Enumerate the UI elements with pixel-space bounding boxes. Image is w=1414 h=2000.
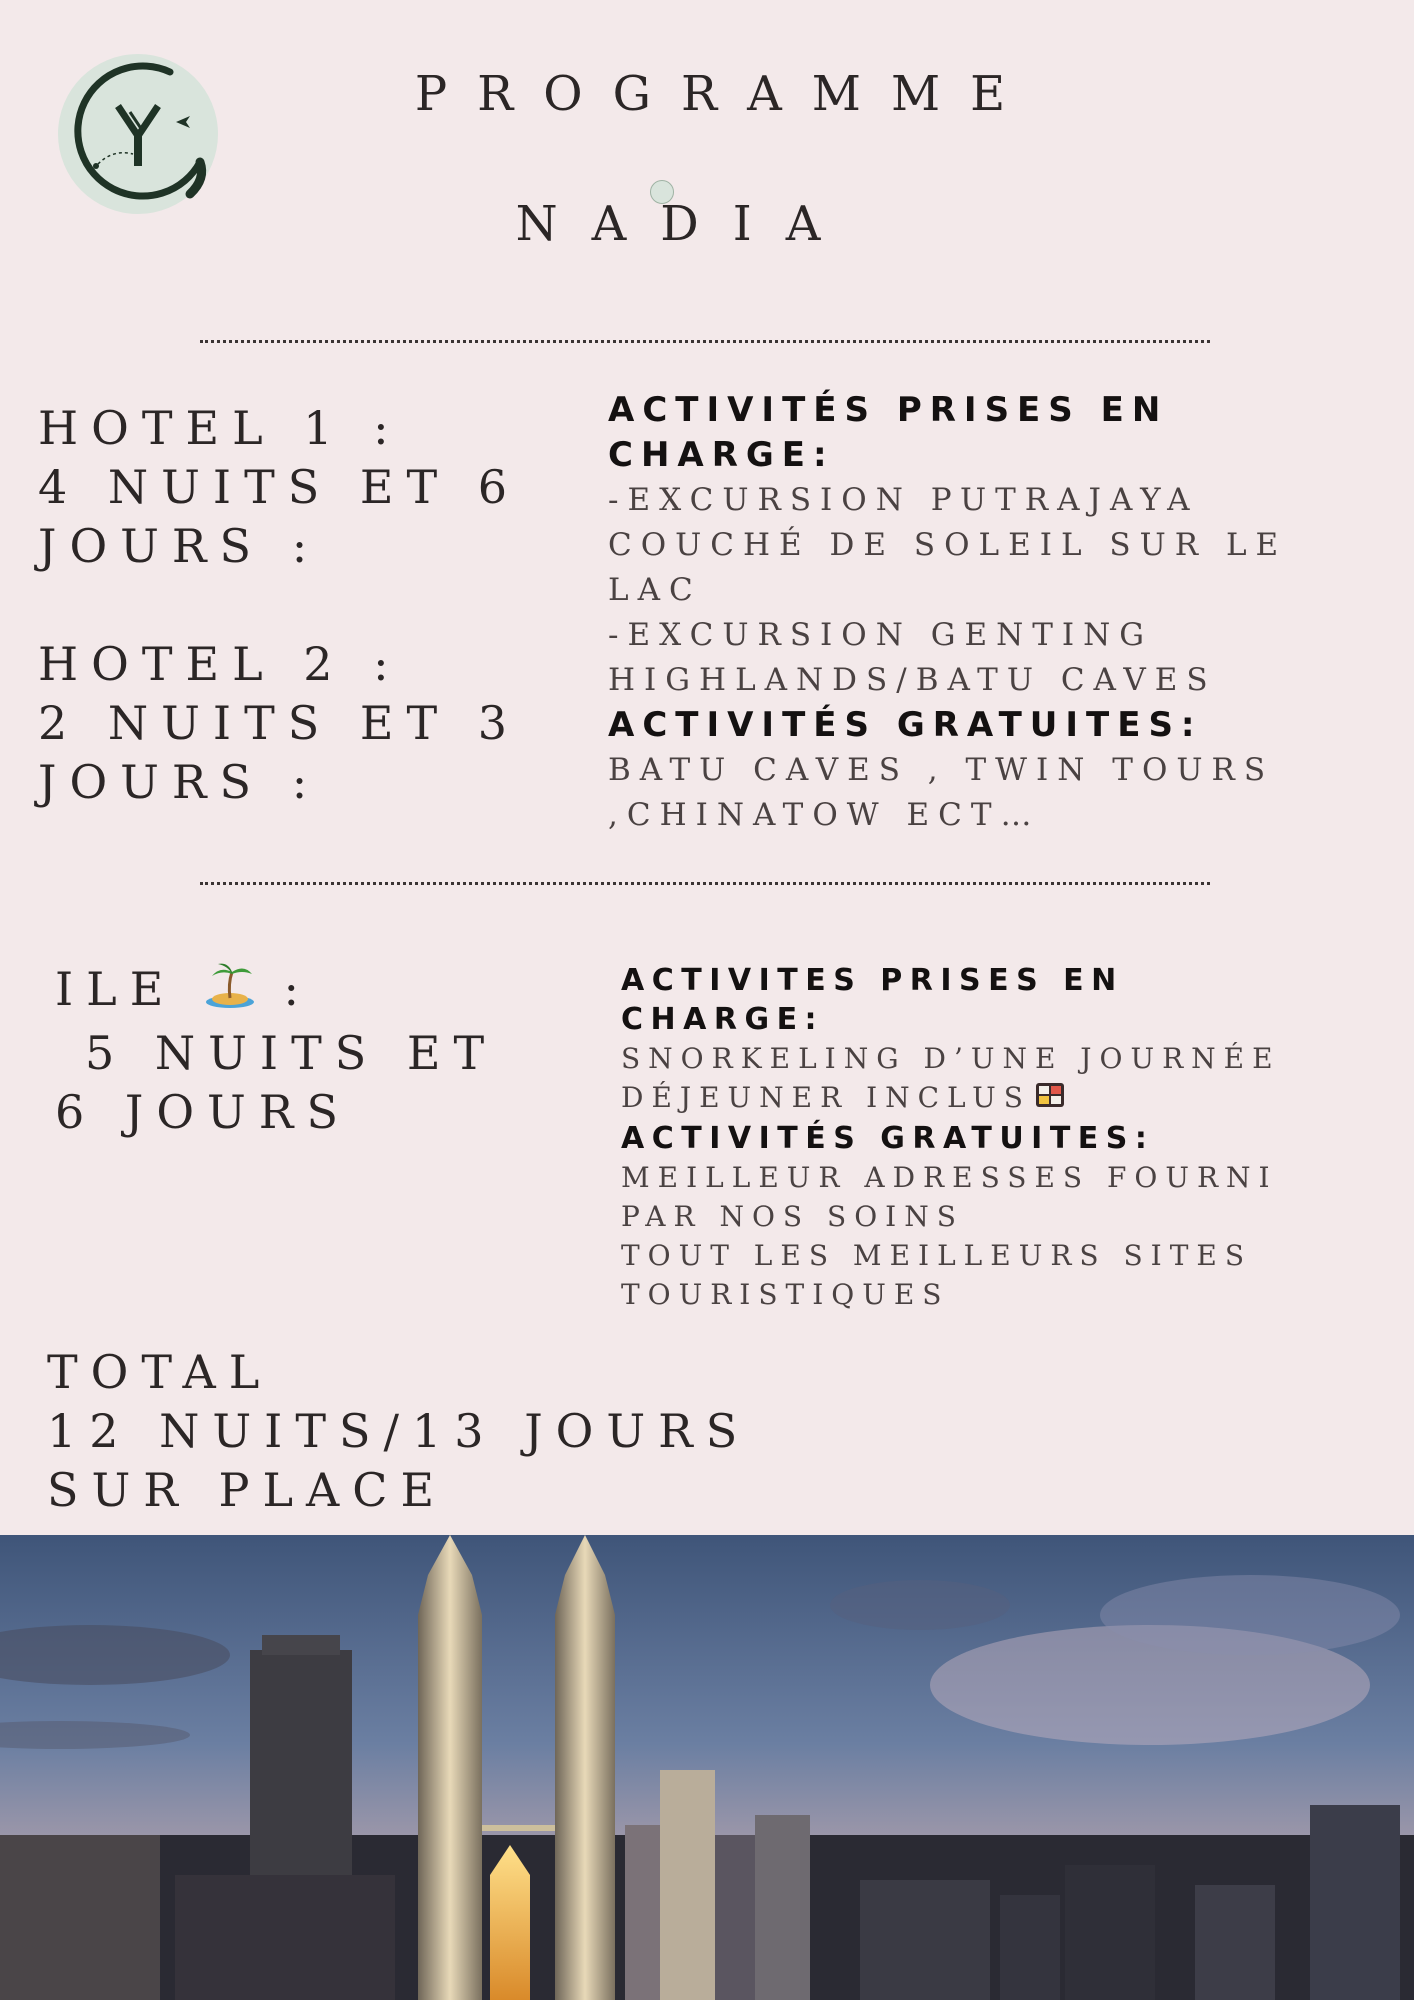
free-activity-item: TOUT LES MEILLEURS SITES bbox=[621, 1239, 1253, 1272]
hotel1-label: HOTEL 1 : bbox=[38, 401, 402, 455]
total-block bbox=[47, 1343, 750, 1520]
bento-box-icon bbox=[1035, 1080, 1065, 1119]
activity-item: DÉJEUNER INCLUS bbox=[621, 1078, 1281, 1119]
activity-item: -EXCURSION GENTING bbox=[608, 617, 1154, 653]
logo bbox=[58, 54, 218, 214]
activities-covered-heading-2: CHARGE: bbox=[608, 435, 835, 475]
hotel1-days: JOURS : bbox=[38, 519, 321, 573]
activity-item: COUCHÉ DE SOLEIL SUR LE bbox=[608, 527, 1288, 563]
free-activity-item: ,CHINATOW ECT… bbox=[608, 797, 1041, 833]
free-activity-item: MEILLEUR ADRESSES FOURNI bbox=[621, 1161, 1278, 1194]
island-label: ILE : bbox=[55, 960, 497, 1024]
divider bbox=[200, 340, 1210, 343]
free-activity-item: TOURISTIQUES bbox=[621, 1278, 950, 1311]
island-block bbox=[55, 960, 497, 1142]
total-duration: 12 NUITS/13 JOURS bbox=[47, 1404, 751, 1458]
activities-block-1 bbox=[608, 388, 1287, 838]
divider bbox=[200, 882, 1210, 885]
activities-covered-heading: ACTIVITES PRISES EN bbox=[621, 963, 1124, 998]
kuala-lumpur-skyline-photo bbox=[0, 1535, 1414, 2000]
client-name: NADIA bbox=[515, 196, 855, 252]
desert-island-icon bbox=[204, 962, 256, 1024]
free-activity-item: PAR NOS SOINS bbox=[621, 1200, 964, 1233]
free-activity-item: BATU CAVES , TWIN TOURS bbox=[608, 752, 1275, 788]
island-nights: 5 NUITS ET bbox=[85, 1026, 498, 1080]
free-activities-heading: ACTIVITÉS GRATUITES: bbox=[621, 1121, 1155, 1156]
activity-item: SNORKELING D’UNE JOURNÉE bbox=[621, 1042, 1281, 1075]
activity-item: LAC bbox=[608, 572, 702, 608]
logo-mark-icon bbox=[58, 54, 218, 214]
hotel2-nights: 2 NUITS ET 3 bbox=[38, 696, 521, 750]
total-label: TOTAL bbox=[47, 1345, 273, 1399]
activities-block-2 bbox=[621, 961, 1281, 1314]
activities-covered-heading: ACTIVITÉS PRISES EN bbox=[608, 390, 1169, 430]
free-activities-heading: ACTIVITÉS GRATUITES: bbox=[608, 705, 1203, 745]
island-days: 6 JOURS bbox=[55, 1085, 351, 1139]
activities-covered-heading-2: CHARGE: bbox=[621, 1002, 825, 1037]
hotel1-nights: 4 NUITS ET 6 bbox=[38, 460, 521, 514]
activity-item: HIGHLANDS/BATU CAVES bbox=[608, 662, 1217, 698]
hotels-block bbox=[38, 399, 520, 812]
hotel2-label: HOTEL 2 : bbox=[38, 637, 402, 691]
hotel2-days: JOURS : bbox=[38, 755, 321, 809]
page-title: PROGRAMME bbox=[414, 66, 1036, 122]
activity-item: -EXCURSION PUTRAJAYA bbox=[608, 482, 1199, 518]
total-place: SUR PLACE bbox=[47, 1463, 448, 1517]
